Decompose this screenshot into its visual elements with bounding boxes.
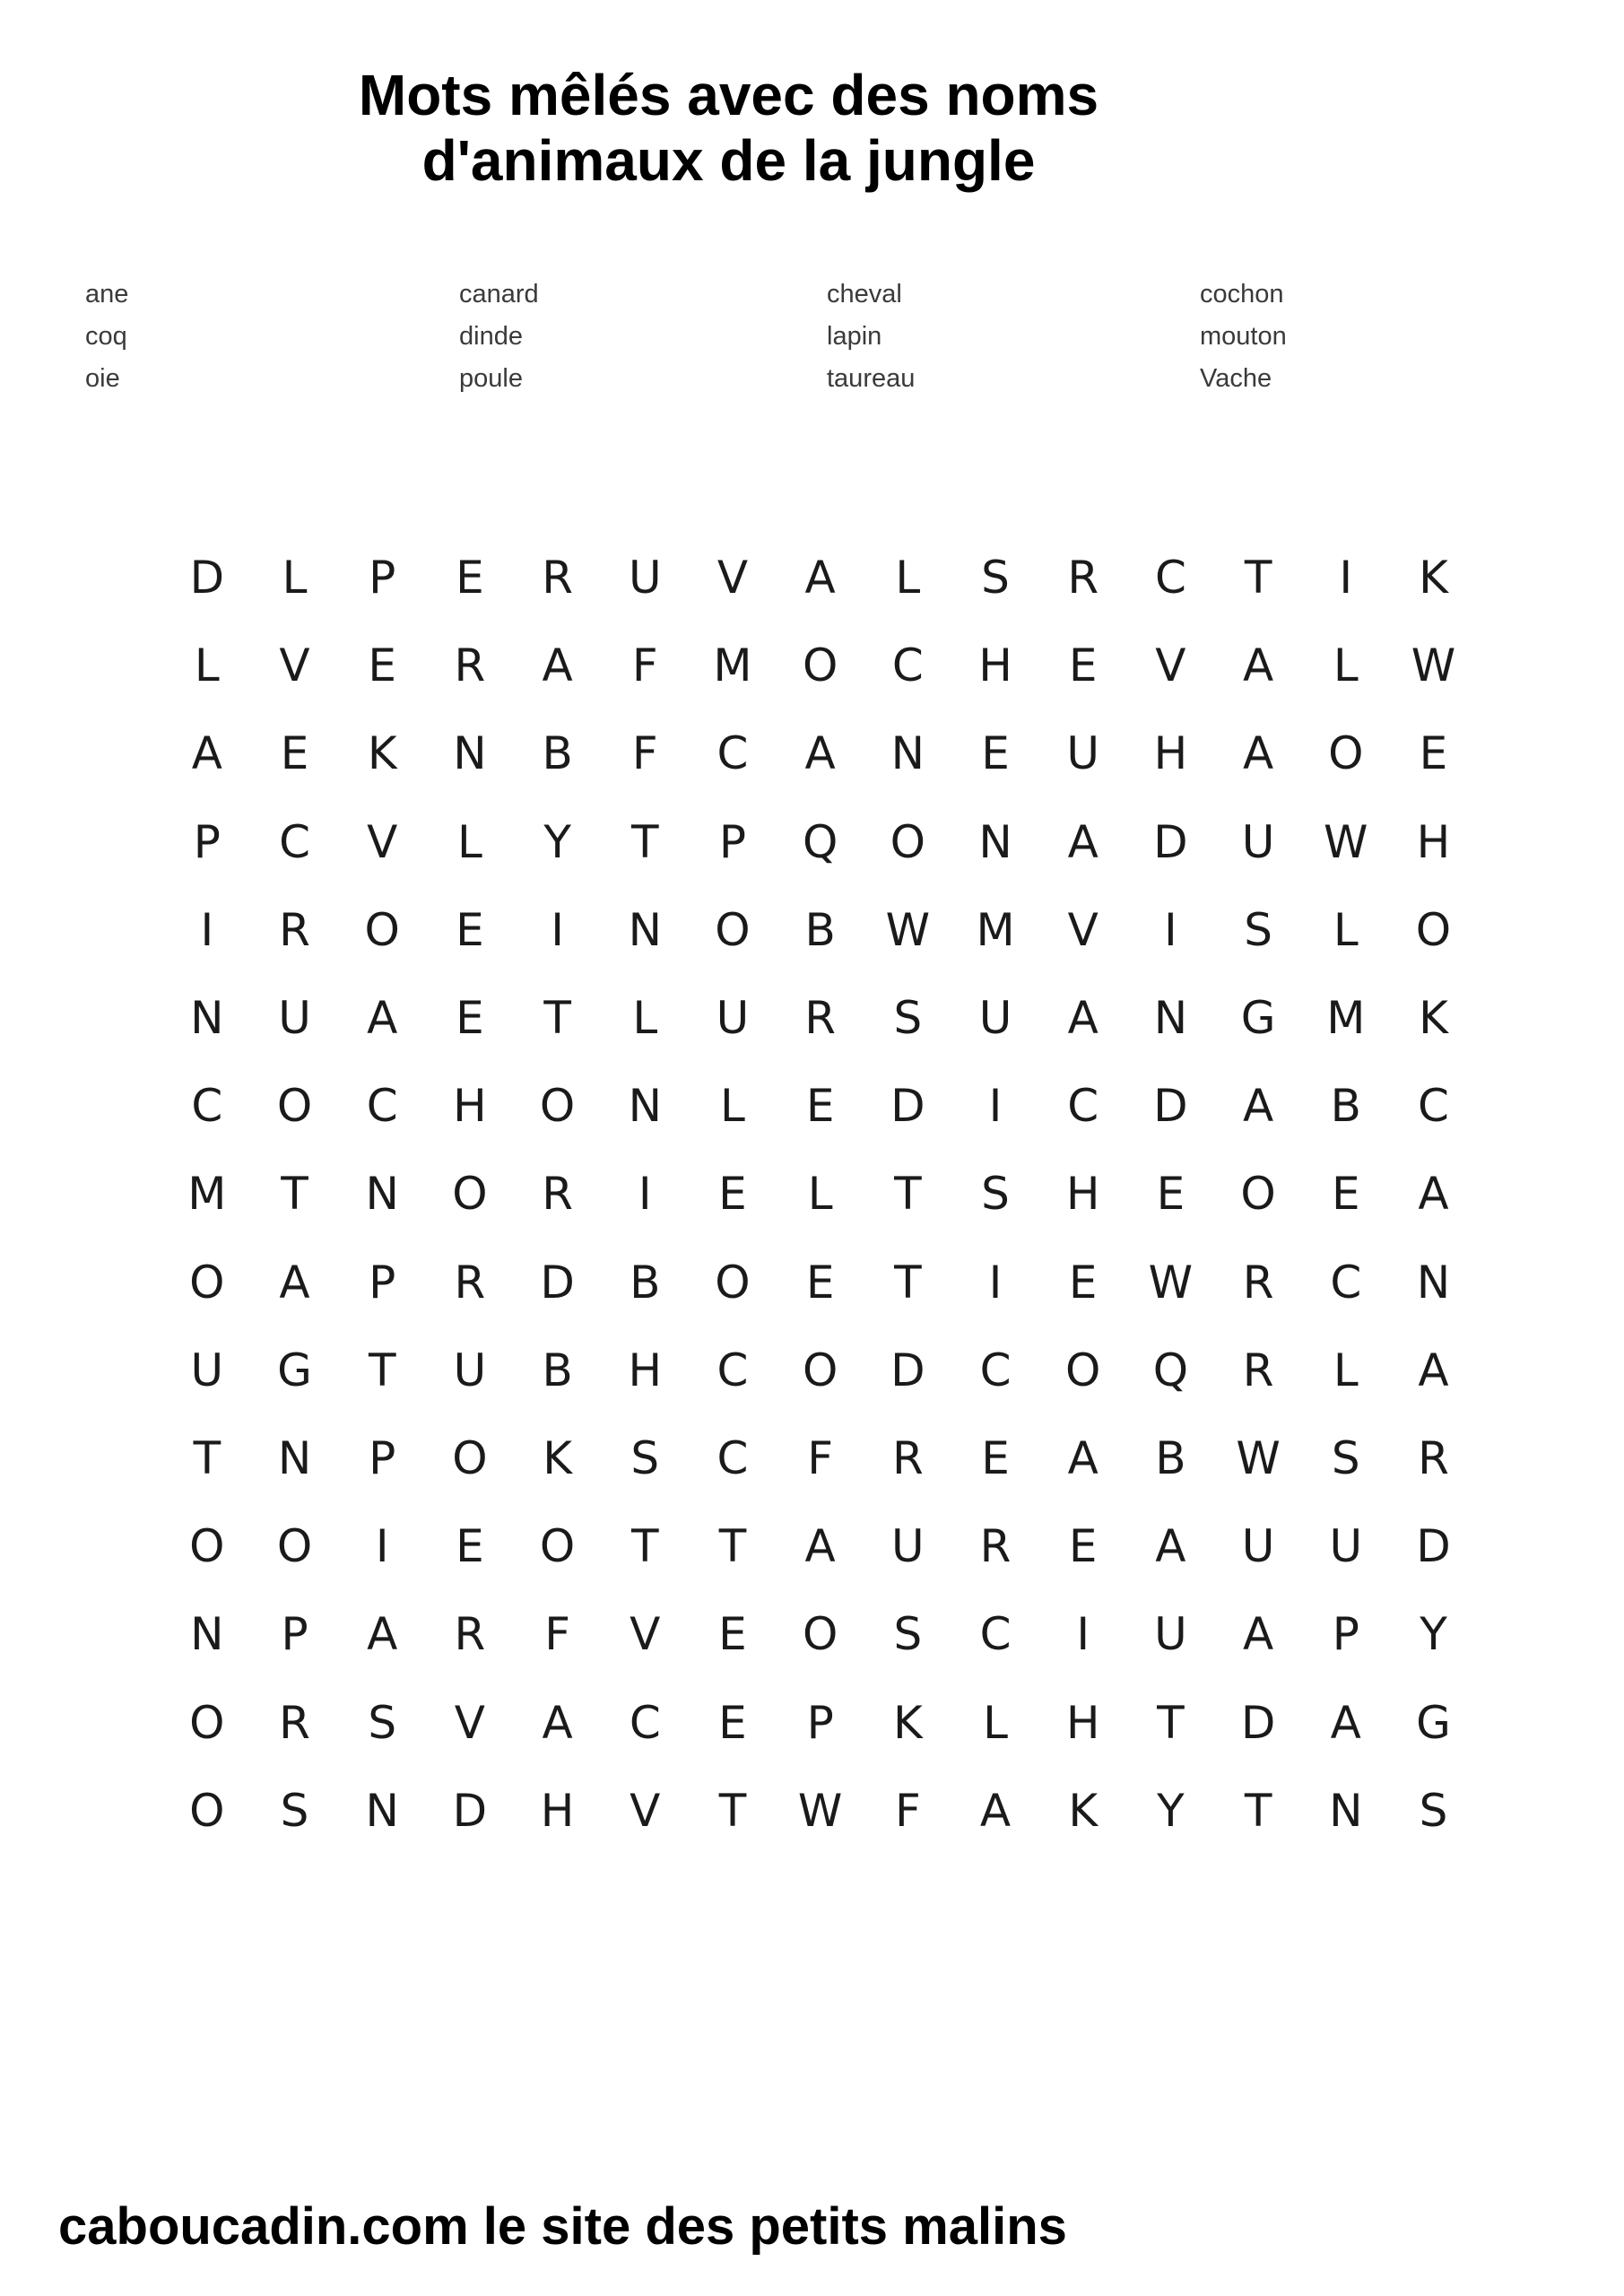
grid-letter: E: [1156, 1168, 1185, 1221]
grid-letter: N: [190, 1608, 224, 1661]
grid-letter: S: [981, 1168, 1010, 1221]
grid-letter: V: [367, 815, 398, 868]
grid-letter: U: [1241, 1520, 1275, 1573]
grid-letter: A: [1330, 1696, 1361, 1749]
grid-letter: D: [540, 1256, 575, 1309]
grid-letter: G: [1240, 992, 1276, 1045]
grid-letter: E: [718, 1608, 747, 1661]
grid-letter: O: [802, 1344, 838, 1396]
grid-letter: R: [542, 552, 573, 604]
grid-letter: V: [454, 1696, 486, 1749]
letter-grid: [163, 534, 1477, 1855]
grid-letter: A: [804, 1520, 836, 1573]
grid-letter: Q: [1152, 1344, 1189, 1396]
grid-letter: O: [276, 1520, 313, 1573]
grid-letter: O: [189, 1696, 225, 1749]
word-list-item: mouton: [1200, 322, 1287, 351]
grid-letter: T: [631, 1520, 659, 1573]
grid-letter: V: [1067, 903, 1099, 956]
grid-letter: C: [716, 727, 749, 780]
grid-letter: T: [894, 1256, 922, 1309]
grid-letter: P: [718, 815, 747, 868]
grid-letter: K: [892, 1696, 923, 1749]
grid-letter: D: [890, 1080, 925, 1133]
word-list-item: lapin: [827, 322, 882, 351]
grid-letter: H: [1416, 815, 1451, 868]
grid-letter: A: [1242, 639, 1274, 692]
grid-letter: N: [1329, 1784, 1363, 1837]
grid-letter: T: [631, 815, 659, 868]
grid-letter: R: [454, 1608, 486, 1661]
word-list-item: ane: [85, 280, 129, 309]
grid-letter: S: [1419, 1784, 1448, 1837]
grid-letter: N: [190, 992, 224, 1045]
grid-letter: R: [454, 1256, 486, 1309]
grid-letter: A: [1067, 815, 1099, 868]
grid-letter: E: [1068, 1256, 1098, 1309]
grid-letter: O: [539, 1080, 576, 1133]
grid-letter: T: [368, 1344, 396, 1396]
grid-letter: C: [1330, 1256, 1362, 1309]
grid-letter: T: [894, 1168, 922, 1221]
grid-letter: U: [978, 992, 1012, 1045]
grid-letter: D: [1416, 1520, 1451, 1573]
grid-letter: O: [364, 903, 400, 956]
grid-letter: E: [1419, 727, 1448, 780]
grid-letter: E: [805, 1256, 835, 1309]
grid-letter: U: [453, 1344, 487, 1396]
grid-letter: R: [1067, 552, 1099, 604]
grid-letter: O: [452, 1431, 488, 1484]
grid-letter: I: [988, 1080, 1003, 1133]
grid-letter: V: [630, 1608, 661, 1661]
grid-letter: N: [978, 815, 1012, 868]
grid-letter: N: [453, 727, 487, 780]
grid-letter: D: [1153, 1080, 1188, 1133]
grid-letter: P: [806, 1696, 834, 1749]
word-list-item: dinde: [459, 322, 523, 351]
grid-letter: H: [1153, 727, 1188, 780]
grid-letter: P: [369, 1256, 396, 1309]
grid-letter: U: [628, 552, 662, 604]
grid-letter: L: [895, 552, 921, 604]
grid-letter: E: [280, 727, 309, 780]
grid-letter: R: [979, 1520, 1012, 1573]
grid-letter: M: [976, 903, 1015, 956]
grid-letter: Y: [1157, 1784, 1185, 1837]
grid-letter: K: [367, 727, 397, 780]
grid-letter: R: [542, 1168, 573, 1221]
page-title-line-2: d'animaux de la jungle: [421, 128, 1036, 193]
grid-letter: O: [189, 1520, 225, 1573]
grid-letter: E: [805, 1080, 835, 1133]
grid-letter: W: [1324, 815, 1368, 868]
grid-letter: O: [1240, 1168, 1276, 1221]
grid-letter: S: [368, 1696, 397, 1749]
grid-letter: D: [1153, 815, 1188, 868]
grid-letter: H: [1065, 1168, 1100, 1221]
word-list-item: cochon: [1200, 280, 1284, 309]
grid-letter: N: [1153, 992, 1188, 1045]
grid-letter: P: [281, 1608, 308, 1661]
grid-letter: B: [542, 1344, 573, 1396]
grid-letter: T: [281, 1168, 308, 1221]
grid-letter: I: [638, 1168, 652, 1221]
word-list-item: poule: [459, 364, 523, 393]
grid-letter: N: [628, 1080, 662, 1133]
grid-letter: U: [190, 1344, 224, 1396]
grid-letter: O: [802, 639, 838, 692]
grid-letter: A: [1242, 727, 1274, 780]
grid-letter: R: [1242, 1256, 1274, 1309]
grid-letter: D: [1240, 1696, 1276, 1749]
grid-letter: R: [804, 992, 837, 1045]
grid-letter: T: [193, 1431, 221, 1484]
grid-letter: O: [452, 1168, 488, 1221]
grid-letter: W: [885, 903, 931, 956]
grid-letter: U: [1154, 1608, 1187, 1661]
grid-letter: C: [191, 1080, 223, 1133]
grid-letter: L: [194, 639, 220, 692]
grid-letter: F: [631, 727, 658, 780]
grid-letter: D: [452, 1784, 488, 1837]
grid-letter: M: [713, 639, 752, 692]
grid-letter: A: [542, 639, 573, 692]
footer-text: caboucadin.com le site des petits malins: [58, 2197, 1067, 2256]
grid-letter: N: [628, 903, 662, 956]
grid-letter: E: [718, 1168, 747, 1221]
grid-letter: C: [629, 1696, 661, 1749]
word-list-item: cheval: [827, 280, 902, 309]
word-list-item: coq: [85, 322, 127, 351]
grid-letter: E: [1068, 639, 1098, 692]
grid-letter: H: [978, 639, 1012, 692]
word-list-item: taureau: [827, 364, 916, 393]
grid-letter: O: [539, 1520, 576, 1573]
grid-letter: A: [804, 552, 836, 604]
grid-letter: R: [279, 1696, 310, 1749]
grid-letter: A: [367, 992, 398, 1045]
grid-letter: T: [718, 1784, 747, 1837]
grid-letter: A: [542, 1696, 573, 1749]
grid-letter: S: [630, 1431, 660, 1484]
grid-letter: F: [631, 639, 658, 692]
grid-letter: H: [628, 1344, 663, 1396]
grid-letter: F: [894, 1784, 921, 1837]
grid-letter: N: [277, 1431, 312, 1484]
grid-letter: P: [1332, 1608, 1359, 1661]
grid-letter: L: [632, 992, 658, 1045]
grid-letter: A: [279, 1256, 310, 1309]
grid-letter: L: [983, 1696, 1008, 1749]
grid-letter: U: [1329, 1520, 1363, 1573]
grid-letter: C: [279, 815, 310, 868]
grid-letter: S: [893, 992, 923, 1045]
grid-letter: S: [981, 552, 1010, 604]
grid-letter: N: [890, 727, 925, 780]
grid-letter: O: [1415, 903, 1452, 956]
grid-letter: E: [456, 992, 484, 1045]
grid-letter: K: [1419, 992, 1448, 1045]
grid-letter: M: [1326, 992, 1366, 1045]
grid-letter: A: [1155, 1520, 1186, 1573]
grid-letter: P: [193, 815, 221, 868]
grid-letter: I: [1076, 1608, 1090, 1661]
grid-letter: I: [1339, 552, 1353, 604]
grid-letter: R: [454, 639, 486, 692]
grid-letter: A: [1242, 1080, 1274, 1133]
grid-letter: D: [189, 552, 225, 604]
grid-letter: Y: [543, 815, 571, 868]
grid-letter: O: [189, 1784, 225, 1837]
grid-letter: U: [891, 1520, 925, 1573]
grid-letter: N: [365, 1168, 399, 1221]
grid-letter: H: [453, 1080, 487, 1133]
grid-letter: R: [279, 903, 310, 956]
grid-letter: B: [542, 727, 573, 780]
grid-letter: F: [807, 1431, 834, 1484]
grid-letter: E: [718, 1696, 747, 1749]
grid-letter: L: [282, 552, 308, 604]
grid-letter: L: [1333, 639, 1359, 692]
grid-letter: A: [1242, 1608, 1274, 1661]
grid-letter: O: [715, 903, 751, 956]
grid-letter: V: [279, 639, 310, 692]
grid-letter: P: [369, 552, 396, 604]
word-list: [85, 274, 1574, 400]
grid-letter: U: [716, 992, 750, 1045]
grid-letter: L: [720, 1080, 745, 1133]
grid-letter: M: [187, 1168, 227, 1221]
grid-letter: L: [456, 815, 482, 868]
grid-letter: A: [979, 1784, 1012, 1837]
grid-letter: O: [715, 1256, 751, 1309]
grid-letter: V: [716, 552, 749, 604]
grid-letter: R: [1242, 1344, 1274, 1396]
grid-letter: C: [891, 639, 924, 692]
grid-letter: A: [1418, 1168, 1449, 1221]
grid-letter: C: [1418, 1080, 1449, 1133]
grid-letter: O: [802, 1608, 838, 1661]
grid-letter: A: [1067, 992, 1099, 1045]
grid-letter: O: [890, 815, 926, 868]
grid-letter: O: [1328, 727, 1364, 780]
grid-letter: V: [630, 1784, 661, 1837]
grid-letter: B: [1330, 1080, 1361, 1133]
grid-letter: S: [280, 1784, 309, 1837]
grid-letter: A: [191, 727, 222, 780]
word-list-item: canard: [459, 280, 539, 309]
grid-letter: O: [1065, 1344, 1101, 1396]
word-list-item: oie: [85, 364, 120, 393]
grid-letter: W: [1148, 1256, 1194, 1309]
grid-letter: E: [981, 1431, 1010, 1484]
page-title-line-1: Mots mêlés avec des noms: [358, 63, 1099, 127]
page-title: [0, 63, 1457, 194]
grid-letter: O: [276, 1080, 313, 1133]
grid-letter: U: [278, 992, 311, 1045]
grid-letter: V: [1155, 639, 1186, 692]
grid-letter: W: [1236, 1431, 1281, 1484]
grid-letter: G: [277, 1344, 312, 1396]
grid-letter: I: [988, 1256, 1003, 1309]
grid-letter: W: [797, 1784, 843, 1837]
grid-letter: O: [189, 1256, 225, 1309]
grid-letter: T: [1157, 1696, 1185, 1749]
grid-letter: C: [366, 1080, 398, 1133]
grid-letter: L: [1333, 1344, 1359, 1396]
grid-letter: N: [365, 1784, 399, 1837]
grid-letter: U: [1066, 727, 1100, 780]
grid-letter: C: [716, 1431, 749, 1484]
grid-letter: F: [544, 1608, 570, 1661]
grid-letter: E: [981, 727, 1010, 780]
grid-letter: C: [1067, 1080, 1099, 1133]
grid-letter: Y: [1420, 1608, 1447, 1661]
grid-letter: E: [456, 1520, 484, 1573]
grid-letter: A: [367, 1608, 398, 1661]
grid-letter: N: [1416, 1256, 1451, 1309]
grid-letter: E: [1068, 1520, 1098, 1573]
grid-letter: E: [1331, 1168, 1360, 1221]
grid-letter: T: [1244, 1784, 1272, 1837]
grid-letter: A: [1067, 1431, 1099, 1484]
grid-letter: C: [979, 1608, 1012, 1661]
grid-letter: C: [1154, 552, 1186, 604]
grid-letter: H: [540, 1784, 575, 1837]
grid-letter: U: [1241, 815, 1275, 868]
grid-letter: T: [1244, 552, 1272, 604]
grid-letter: G: [1416, 1696, 1451, 1749]
grid-letter: C: [979, 1344, 1012, 1396]
grid-letter: H: [1065, 1696, 1100, 1749]
word-list-item: Vache: [1200, 364, 1272, 393]
grid-letter: E: [456, 552, 484, 604]
grid-letter: K: [543, 1431, 572, 1484]
grid-letter: K: [1068, 1784, 1099, 1837]
grid-letter: I: [200, 903, 214, 956]
grid-letter: E: [368, 639, 397, 692]
grid-letter: A: [804, 727, 836, 780]
grid-letter: B: [1155, 1431, 1186, 1484]
grid-letter: K: [1419, 552, 1448, 604]
grid-letter: Q: [802, 815, 838, 868]
grid-letter: B: [630, 1256, 661, 1309]
grid-letter: S: [1244, 903, 1272, 956]
grid-letter: E: [456, 903, 484, 956]
grid-letter: L: [807, 1168, 833, 1221]
grid-letter: I: [551, 903, 564, 956]
grid-letter: I: [375, 1520, 389, 1573]
grid-letter: C: [716, 1344, 749, 1396]
grid-letter: S: [893, 1608, 923, 1661]
grid-letter: D: [890, 1344, 925, 1396]
grid-letter: W: [1411, 639, 1456, 692]
grid-letter: P: [369, 1431, 396, 1484]
grid-letter: T: [718, 1520, 747, 1573]
grid-letter: T: [543, 992, 571, 1045]
grid-letter: A: [1418, 1344, 1449, 1396]
grid-letter: R: [891, 1431, 924, 1484]
grid-letter: I: [1164, 903, 1177, 956]
grid-letter: S: [1331, 1431, 1360, 1484]
grid-letter: R: [1418, 1431, 1449, 1484]
grid-letter: L: [1333, 903, 1359, 956]
grid-letter: B: [804, 903, 836, 956]
